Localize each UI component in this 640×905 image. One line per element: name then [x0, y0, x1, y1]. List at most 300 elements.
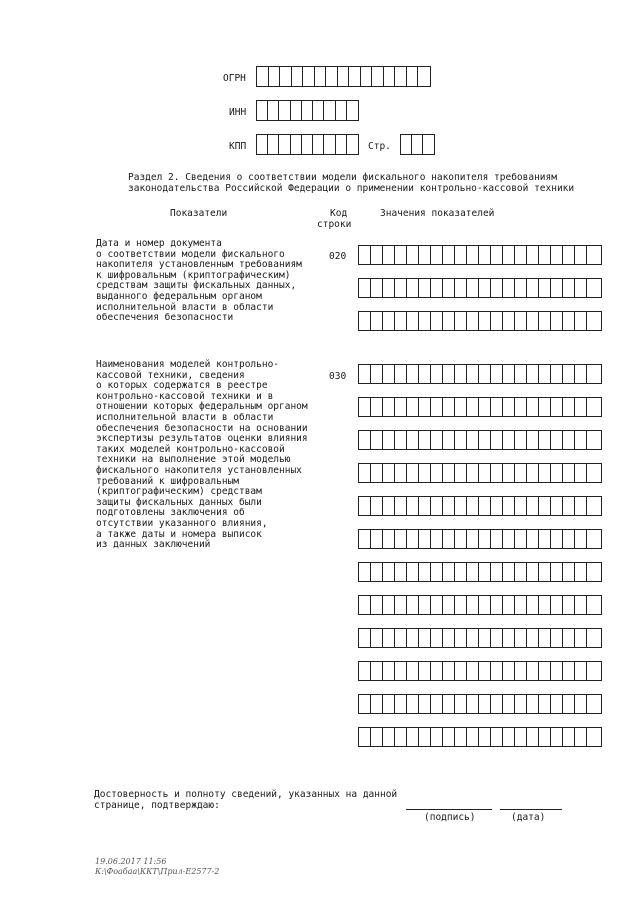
char-cell[interactable] — [313, 135, 324, 154]
kpp-input[interactable] — [256, 134, 359, 155]
char-cell[interactable] — [551, 279, 563, 297]
inn-input[interactable] — [256, 100, 359, 121]
char-cell[interactable] — [359, 464, 371, 482]
char-cell[interactable] — [527, 530, 539, 548]
char-cell[interactable] — [467, 629, 479, 647]
char-cell[interactable] — [395, 431, 407, 449]
char-cell[interactable] — [551, 662, 563, 680]
char-cell[interactable] — [455, 464, 467, 482]
char-cell[interactable] — [551, 464, 563, 482]
signature-line[interactable] — [406, 809, 492, 810]
row-030-value-11[interactable] — [358, 694, 602, 714]
char-cell[interactable] — [395, 312, 407, 330]
char-cell[interactable] — [587, 464, 599, 482]
char-cell[interactable] — [371, 596, 383, 614]
char-cell[interactable] — [395, 629, 407, 647]
char-cell[interactable] — [587, 662, 599, 680]
char-cell[interactable] — [359, 695, 371, 713]
char-cell[interactable] — [257, 135, 268, 154]
char-cell[interactable] — [515, 365, 527, 383]
char-cell[interactable] — [587, 312, 599, 330]
char-cell[interactable] — [359, 530, 371, 548]
char-cell[interactable] — [443, 279, 455, 297]
char-cell[interactable] — [359, 497, 371, 515]
char-cell[interactable] — [503, 695, 515, 713]
char-cell[interactable] — [407, 530, 419, 548]
char-cell[interactable] — [347, 135, 358, 154]
char-cell[interactable] — [479, 629, 491, 647]
char-cell[interactable] — [371, 563, 383, 581]
char-cell[interactable] — [372, 67, 384, 86]
char-cell[interactable] — [412, 135, 423, 154]
char-cell[interactable] — [303, 67, 315, 86]
char-cell[interactable] — [503, 365, 515, 383]
char-cell[interactable] — [383, 629, 395, 647]
char-cell[interactable] — [324, 135, 335, 154]
char-cell[interactable] — [515, 398, 527, 416]
char-cell[interactable] — [395, 365, 407, 383]
char-cell[interactable] — [407, 365, 419, 383]
char-cell[interactable] — [419, 431, 431, 449]
char-cell[interactable] — [443, 728, 455, 746]
char-cell[interactable] — [587, 596, 599, 614]
char-cell[interactable] — [302, 101, 313, 120]
char-cell[interactable] — [371, 530, 383, 548]
char-cell[interactable] — [563, 365, 575, 383]
char-cell[interactable] — [527, 629, 539, 647]
char-cell[interactable] — [527, 563, 539, 581]
char-cell[interactable] — [336, 135, 347, 154]
char-cell[interactable] — [479, 431, 491, 449]
char-cell[interactable] — [407, 629, 419, 647]
char-cell[interactable] — [575, 728, 587, 746]
char-cell[interactable] — [371, 365, 383, 383]
char-cell[interactable] — [313, 101, 324, 120]
char-cell[interactable] — [527, 596, 539, 614]
char-cell[interactable] — [384, 67, 396, 86]
char-cell[interactable] — [371, 279, 383, 297]
char-cell[interactable] — [527, 312, 539, 330]
char-cell[interactable] — [575, 312, 587, 330]
char-cell[interactable] — [515, 695, 527, 713]
char-cell[interactable] — [455, 497, 467, 515]
char-cell[interactable] — [539, 312, 551, 330]
char-cell[interactable] — [491, 695, 503, 713]
char-cell[interactable] — [395, 464, 407, 482]
char-cell[interactable] — [431, 728, 443, 746]
row-030-value-3[interactable] — [358, 430, 602, 450]
char-cell[interactable] — [551, 398, 563, 416]
char-cell[interactable] — [539, 497, 551, 515]
char-cell[interactable] — [383, 398, 395, 416]
char-cell[interactable] — [371, 431, 383, 449]
char-cell[interactable] — [383, 365, 395, 383]
char-cell[interactable] — [359, 629, 371, 647]
char-cell[interactable] — [587, 629, 599, 647]
char-cell[interactable] — [491, 662, 503, 680]
char-cell[interactable] — [359, 246, 371, 264]
char-cell[interactable] — [563, 246, 575, 264]
char-cell[interactable] — [455, 596, 467, 614]
char-cell[interactable] — [443, 431, 455, 449]
char-cell[interactable] — [419, 365, 431, 383]
char-cell[interactable] — [491, 464, 503, 482]
char-cell[interactable] — [455, 662, 467, 680]
char-cell[interactable] — [431, 563, 443, 581]
char-cell[interactable] — [563, 629, 575, 647]
char-cell[interactable] — [527, 246, 539, 264]
char-cell[interactable] — [455, 279, 467, 297]
char-cell[interactable] — [563, 728, 575, 746]
char-cell[interactable] — [491, 596, 503, 614]
char-cell[interactable] — [539, 662, 551, 680]
char-cell[interactable] — [359, 662, 371, 680]
char-cell[interactable] — [479, 530, 491, 548]
char-cell[interactable] — [575, 497, 587, 515]
char-cell[interactable] — [431, 464, 443, 482]
char-cell[interactable] — [587, 398, 599, 416]
char-cell[interactable] — [359, 596, 371, 614]
char-cell[interactable] — [371, 464, 383, 482]
char-cell[interactable] — [431, 398, 443, 416]
char-cell[interactable] — [467, 431, 479, 449]
char-cell[interactable] — [575, 530, 587, 548]
char-cell[interactable] — [587, 279, 599, 297]
char-cell[interactable] — [419, 530, 431, 548]
char-cell[interactable] — [443, 695, 455, 713]
char-cell[interactable] — [563, 596, 575, 614]
char-cell[interactable] — [407, 312, 419, 330]
char-cell[interactable] — [539, 530, 551, 548]
char-cell[interactable] — [443, 596, 455, 614]
char-cell[interactable] — [419, 312, 431, 330]
char-cell[interactable] — [395, 279, 407, 297]
char-cell[interactable] — [551, 629, 563, 647]
char-cell[interactable] — [515, 728, 527, 746]
char-cell[interactable] — [587, 530, 599, 548]
char-cell[interactable] — [359, 728, 371, 746]
char-cell[interactable] — [371, 398, 383, 416]
char-cell[interactable] — [431, 279, 443, 297]
row-030-value-7[interactable] — [358, 562, 602, 582]
char-cell[interactable] — [359, 312, 371, 330]
char-cell[interactable] — [575, 398, 587, 416]
char-cell[interactable] — [467, 246, 479, 264]
row-030-value-10[interactable] — [358, 661, 602, 681]
char-cell[interactable] — [479, 365, 491, 383]
char-cell[interactable] — [371, 497, 383, 515]
char-cell[interactable] — [407, 246, 419, 264]
row-030-value-1[interactable] — [358, 364, 602, 384]
char-cell[interactable] — [491, 563, 503, 581]
char-cell[interactable] — [515, 629, 527, 647]
char-cell[interactable] — [503, 279, 515, 297]
char-cell[interactable] — [479, 279, 491, 297]
char-cell[interactable] — [467, 312, 479, 330]
char-cell[interactable] — [587, 365, 599, 383]
char-cell[interactable] — [563, 563, 575, 581]
char-cell[interactable] — [326, 67, 338, 86]
char-cell[interactable] — [539, 398, 551, 416]
char-cell[interactable] — [395, 67, 407, 86]
char-cell[interactable] — [455, 695, 467, 713]
char-cell[interactable] — [563, 431, 575, 449]
char-cell[interactable] — [395, 497, 407, 515]
char-cell[interactable] — [431, 662, 443, 680]
char-cell[interactable] — [503, 728, 515, 746]
char-cell[interactable] — [257, 67, 269, 86]
char-cell[interactable] — [503, 662, 515, 680]
char-cell[interactable] — [407, 596, 419, 614]
char-cell[interactable] — [587, 497, 599, 515]
char-cell[interactable] — [383, 563, 395, 581]
char-cell[interactable] — [371, 662, 383, 680]
char-cell[interactable] — [515, 464, 527, 482]
char-cell[interactable] — [431, 431, 443, 449]
char-cell[interactable] — [551, 728, 563, 746]
char-cell[interactable] — [515, 662, 527, 680]
char-cell[interactable] — [407, 695, 419, 713]
char-cell[interactable] — [371, 728, 383, 746]
char-cell[interactable] — [551, 497, 563, 515]
char-cell[interactable] — [347, 101, 358, 120]
char-cell[interactable] — [407, 728, 419, 746]
row-020-value-1[interactable] — [358, 245, 602, 265]
char-cell[interactable] — [407, 464, 419, 482]
char-cell[interactable] — [467, 365, 479, 383]
char-cell[interactable] — [503, 398, 515, 416]
char-cell[interactable] — [395, 530, 407, 548]
char-cell[interactable] — [395, 728, 407, 746]
char-cell[interactable] — [349, 67, 361, 86]
char-cell[interactable] — [575, 662, 587, 680]
char-cell[interactable] — [467, 662, 479, 680]
char-cell[interactable] — [401, 135, 412, 154]
char-cell[interactable] — [551, 695, 563, 713]
char-cell[interactable] — [383, 596, 395, 614]
char-cell[interactable] — [587, 431, 599, 449]
char-cell[interactable] — [527, 279, 539, 297]
char-cell[interactable] — [419, 563, 431, 581]
char-cell[interactable] — [443, 563, 455, 581]
char-cell[interactable] — [503, 464, 515, 482]
char-cell[interactable] — [419, 662, 431, 680]
char-cell[interactable] — [455, 398, 467, 416]
char-cell[interactable] — [575, 431, 587, 449]
char-cell[interactable] — [539, 246, 551, 264]
char-cell[interactable] — [551, 530, 563, 548]
char-cell[interactable] — [407, 662, 419, 680]
char-cell[interactable] — [443, 398, 455, 416]
char-cell[interactable] — [539, 365, 551, 383]
char-cell[interactable] — [515, 530, 527, 548]
char-cell[interactable] — [491, 398, 503, 416]
char-cell[interactable] — [539, 629, 551, 647]
char-cell[interactable] — [291, 101, 302, 120]
char-cell[interactable] — [443, 629, 455, 647]
char-cell[interactable] — [359, 398, 371, 416]
char-cell[interactable] — [269, 67, 281, 86]
char-cell[interactable] — [383, 279, 395, 297]
char-cell[interactable] — [587, 728, 599, 746]
char-cell[interactable] — [443, 530, 455, 548]
char-cell[interactable] — [575, 365, 587, 383]
char-cell[interactable] — [563, 662, 575, 680]
row-030-value-9[interactable] — [358, 628, 602, 648]
char-cell[interactable] — [575, 695, 587, 713]
char-cell[interactable] — [539, 728, 551, 746]
char-cell[interactable] — [467, 464, 479, 482]
char-cell[interactable] — [257, 101, 268, 120]
char-cell[interactable] — [515, 563, 527, 581]
char-cell[interactable] — [467, 530, 479, 548]
char-cell[interactable] — [539, 279, 551, 297]
char-cell[interactable] — [302, 135, 313, 154]
char-cell[interactable] — [539, 563, 551, 581]
char-cell[interactable] — [361, 67, 373, 86]
char-cell[interactable] — [431, 365, 443, 383]
char-cell[interactable] — [371, 629, 383, 647]
char-cell[interactable] — [479, 497, 491, 515]
char-cell[interactable] — [443, 312, 455, 330]
char-cell[interactable] — [563, 497, 575, 515]
char-cell[interactable] — [503, 497, 515, 515]
char-cell[interactable] — [431, 629, 443, 647]
char-cell[interactable] — [551, 431, 563, 449]
row-030-value-12[interactable] — [358, 727, 602, 747]
char-cell[interactable] — [395, 695, 407, 713]
char-cell[interactable] — [455, 728, 467, 746]
char-cell[interactable] — [527, 662, 539, 680]
char-cell[interactable] — [527, 365, 539, 383]
char-cell[interactable] — [551, 246, 563, 264]
char-cell[interactable] — [479, 312, 491, 330]
char-cell[interactable] — [315, 67, 327, 86]
char-cell[interactable] — [587, 246, 599, 264]
char-cell[interactable] — [383, 728, 395, 746]
char-cell[interactable] — [395, 398, 407, 416]
char-cell[interactable] — [407, 398, 419, 416]
char-cell[interactable] — [575, 279, 587, 297]
char-cell[interactable] — [515, 431, 527, 449]
row-030-value-6[interactable] — [358, 529, 602, 549]
char-cell[interactable] — [279, 135, 290, 154]
char-cell[interactable] — [539, 695, 551, 713]
char-cell[interactable] — [383, 431, 395, 449]
char-cell[interactable] — [419, 695, 431, 713]
char-cell[interactable] — [395, 596, 407, 614]
char-cell[interactable] — [479, 398, 491, 416]
char-cell[interactable] — [371, 695, 383, 713]
char-cell[interactable] — [503, 596, 515, 614]
char-cell[interactable] — [563, 279, 575, 297]
char-cell[interactable] — [515, 246, 527, 264]
char-cell[interactable] — [431, 596, 443, 614]
char-cell[interactable] — [491, 530, 503, 548]
char-cell[interactable] — [443, 464, 455, 482]
row-030-value-5[interactable] — [358, 496, 602, 516]
char-cell[interactable] — [503, 246, 515, 264]
char-cell[interactable] — [587, 563, 599, 581]
char-cell[interactable] — [431, 695, 443, 713]
char-cell[interactable] — [455, 431, 467, 449]
char-cell[interactable] — [467, 398, 479, 416]
char-cell[interactable] — [336, 101, 347, 120]
char-cell[interactable] — [575, 464, 587, 482]
char-cell[interactable] — [527, 728, 539, 746]
char-cell[interactable] — [324, 101, 335, 120]
char-cell[interactable] — [371, 246, 383, 264]
char-cell[interactable] — [383, 530, 395, 548]
row-020-value-2[interactable] — [358, 278, 602, 298]
char-cell[interactable] — [359, 563, 371, 581]
row-020-value-3[interactable] — [358, 311, 602, 331]
char-cell[interactable] — [359, 365, 371, 383]
char-cell[interactable] — [419, 279, 431, 297]
char-cell[interactable] — [503, 629, 515, 647]
char-cell[interactable] — [419, 596, 431, 614]
char-cell[interactable] — [527, 398, 539, 416]
char-cell[interactable] — [491, 365, 503, 383]
ogrn-input[interactable] — [256, 66, 431, 87]
char-cell[interactable] — [407, 67, 419, 86]
char-cell[interactable] — [407, 279, 419, 297]
char-cell[interactable] — [431, 530, 443, 548]
char-cell[interactable] — [291, 135, 302, 154]
char-cell[interactable] — [455, 629, 467, 647]
char-cell[interactable] — [455, 312, 467, 330]
char-cell[interactable] — [359, 431, 371, 449]
char-cell[interactable] — [479, 464, 491, 482]
char-cell[interactable] — [418, 67, 430, 86]
char-cell[interactable] — [431, 312, 443, 330]
char-cell[interactable] — [443, 662, 455, 680]
char-cell[interactable] — [575, 246, 587, 264]
char-cell[interactable] — [491, 312, 503, 330]
date-line[interactable] — [500, 809, 562, 810]
char-cell[interactable] — [395, 246, 407, 264]
char-cell[interactable] — [455, 530, 467, 548]
char-cell[interactable] — [491, 246, 503, 264]
char-cell[interactable] — [383, 497, 395, 515]
char-cell[interactable] — [491, 629, 503, 647]
char-cell[interactable] — [575, 629, 587, 647]
char-cell[interactable] — [527, 431, 539, 449]
char-cell[interactable] — [419, 246, 431, 264]
char-cell[interactable] — [503, 431, 515, 449]
char-cell[interactable] — [268, 135, 279, 154]
char-cell[interactable] — [503, 563, 515, 581]
char-cell[interactable] — [491, 728, 503, 746]
char-cell[interactable] — [395, 563, 407, 581]
char-cell[interactable] — [575, 563, 587, 581]
char-cell[interactable] — [395, 662, 407, 680]
page-number-input[interactable] — [400, 134, 435, 155]
char-cell[interactable] — [431, 246, 443, 264]
char-cell[interactable] — [479, 596, 491, 614]
char-cell[interactable] — [292, 67, 304, 86]
char-cell[interactable] — [479, 662, 491, 680]
char-cell[interactable] — [503, 312, 515, 330]
char-cell[interactable] — [383, 662, 395, 680]
char-cell[interactable] — [551, 563, 563, 581]
char-cell[interactable] — [467, 563, 479, 581]
char-cell[interactable] — [587, 695, 599, 713]
char-cell[interactable] — [515, 312, 527, 330]
char-cell[interactable] — [455, 365, 467, 383]
char-cell[interactable] — [467, 728, 479, 746]
char-cell[interactable] — [268, 101, 279, 120]
